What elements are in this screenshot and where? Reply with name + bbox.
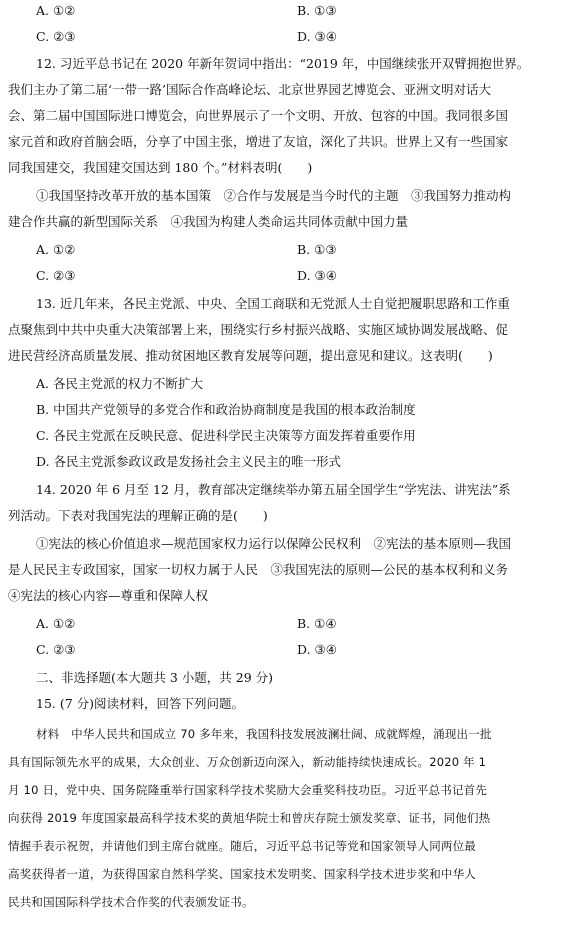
q13-option-b: B. 中国共产党领导的多党合作和政治协商制度是我国的根本政治制度 — [36, 402, 416, 417]
q11-option-d: D. ③④ — [297, 29, 337, 44]
material-line: 材料 中华人民共和国成立 70 多年来，我国科技发展波澜壮阔、成就辉煌，涌现出一批 — [36, 727, 492, 741]
material-line: 情握手表示祝贺，并请他们到主席台就座。随后，习近平总书记等党和国家领导人同两位最 — [8, 839, 476, 853]
q14-line: 14. 2020 年 6 月至 12 月，教育部决定继续举办第五届全国学生“学宪法、讲宪法”系 — [36, 482, 511, 497]
q12-option-c: C. ②③ — [36, 268, 76, 283]
material-line: 月 10 日，党中央、国务院隆重举行国家科学技术奖励大会重奖科技功臣。习近平总书记首先 — [8, 783, 488, 797]
q13-option-a: A. 各民主党派的权力不断扩大 — [36, 376, 203, 391]
q12-line: 会、第二届中国国际进口博览会，向世界展示了一个文明、开放、包容的中国。我同很多国 — [8, 108, 509, 123]
material-line: 向获得 2019 年度国家最高科学技术奖的黄旭华院士和曾庆存院士颁发奖章、证书，同他们热 — [8, 811, 491, 825]
q14-line: 列活动。下表对我国宪法的理解正确的是( ) — [8, 508, 268, 523]
q14-option-a: A. ①② — [36, 616, 76, 631]
q13-line: 13. 近几年来，各民主党派、中央、全国工商联和无党派人士自觉把履职思路和工作重 — [36, 296, 510, 311]
q14-option-c: C. ②③ — [36, 642, 76, 657]
q12-line: 我们主办了第二届‘一带一路’国际合作高峰论坛、北京世界园艺博览会、亚洲文明对话大 — [8, 82, 491, 97]
q12-line: 同我国建交，我国建交国达到 180 个。”材料表明( ) — [8, 160, 313, 175]
q15-title: 15. (7 分)阅读材料，回答下列问题。 — [36, 696, 245, 711]
q12-line: 家元首和政府首脑会晤，分享了中国主张，增进了友谊，深化了共识。世界上又有一些国家 — [8, 134, 509, 149]
q12-statement: 建合作共赢的新型国际关系 ④我国为构建人类命运共同体贡献中国力量 — [8, 214, 409, 229]
q12-line: 12. 习近平总书记在 2020 年新年贺词中指出：“2019 年，中国继续张开双臂拥抱世界。 — [36, 56, 530, 71]
q14-statement: ①宪法的核心价值追求—规范国家权力运行以保障公民权利 ②宪法的基本原则—我国 — [36, 536, 512, 551]
q12-option-b: B. ①③ — [297, 242, 337, 257]
q11-option-a: A. ①② — [36, 3, 76, 18]
q14-statement: ④宪法的核心内容—尊重和保障人权 — [8, 588, 209, 603]
q13-option-d: D. 各民主党派参政议政是发扬社会主义民主的唯一形式 — [36, 454, 342, 469]
q12-option-a: A. ①② — [36, 242, 76, 257]
q13-option-c: C. 各民主党派在反映民意、促进科学民主决策等方面发挥着重要作用 — [36, 428, 416, 443]
material-line: 高奖获得者一道，为获得国家自然科学奖、国家技术发明奖、国家科学技术进步奖和中华人 — [8, 867, 476, 881]
material-line: 具有国际领先水平的成果，大众创业、万众创新迈向深入，新动能持续快速成长。2020 年 1 — [8, 755, 487, 769]
q11-option-b: B. ①③ — [297, 3, 337, 18]
q12-option-d: D. ③④ — [297, 268, 337, 283]
q14-option-d: D. ③④ — [297, 642, 337, 657]
material-line: 民共和国国际科学技术合作奖的代表颁发证书。 — [8, 895, 254, 909]
q12-statement: ①我国坚持改革开放的基本国策 ②合作与发展是当今时代的主题 ③我国努力推动构 — [36, 188, 512, 203]
q11-option-c: C. ②③ — [36, 29, 76, 44]
q13-line: 点聚焦到中共中央重大决策部署上来，围绕实行乡村振兴战略、实施区域协调发展战略、促 — [8, 322, 509, 337]
q13-line: 进民营经济高质量发展、推动贫困地区教育发展等问题，提出意见和建议。这表明( ) — [8, 348, 493, 363]
section-heading: 二、非选择题(本大题共 3 小题，共 29 分) — [36, 670, 274, 685]
q14-option-b: B. ①④ — [297, 616, 337, 631]
q14-statement: 是人民民主专政国家，国家一切权力属于人民 ③我国宪法的原则—公民的基本权利和义务 — [8, 562, 509, 577]
